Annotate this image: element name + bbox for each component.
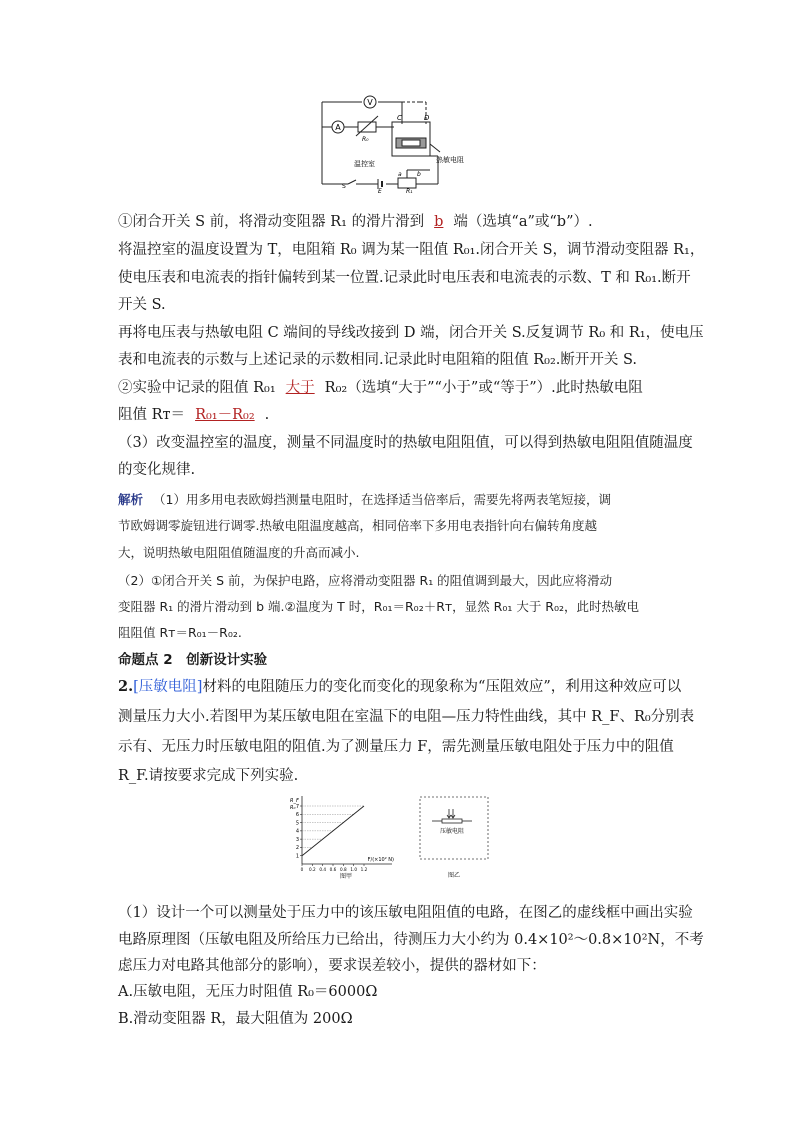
text-span: ②实验中记录的阻值 R₀₁: [118, 380, 276, 396]
y-tick-label: 1: [295, 853, 299, 860]
y-tick-label: 3: [295, 836, 299, 843]
x-tick-label: 1.2: [360, 867, 368, 872]
solution-line: （2）①闭合开关 S 前，为保护电路，应将滑动变阻器 R₁ 的阻值调到最大，因此应将滑动: [118, 573, 613, 588]
y-axis-label-top: R_F: [290, 798, 299, 804]
text-span: .: [264, 407, 270, 423]
voltmeter-label: V: [367, 98, 373, 107]
solution-line: 阻阻值 Rᴛ＝R₀₁－R₀₂.: [118, 625, 242, 640]
circuit-design-box: [418, 795, 490, 881]
y-tick-label: 4: [295, 828, 299, 835]
text-line: （3）改变温控室的温度，测量不同温度时的热敏电阻阻值，可以得到热敏电阻阻值随温度: [118, 435, 693, 451]
text-line: [118, 405, 678, 425]
text-line: 再将电压表与热敏电阻 C 端间的导线改接到 D 端，闭合开关 S.反复调节 R₀ 和 R₁，使电压: [118, 325, 704, 341]
solution-line: 变阻器 R₁ 的滑片滑动到 b 端.②温度为 T 时，R₀₁＝R₀₂＋Rᴛ，显然 R₀₁ 大于 R₀₂，此时热敏电: [118, 599, 640, 614]
x-tick-label: 0.2: [308, 867, 316, 872]
option-a: A.压敏电阻，无压力时阻值 R₀＝6000Ω: [118, 984, 378, 1000]
text-line: 使电压表和电流表的指针偏转到某一位置.记录此时电压表和电流表的示数、T 和 R₀₁.断开: [118, 270, 691, 286]
text-line: [118, 212, 678, 232]
question-line: [118, 677, 682, 697]
text-line: 表和电流表的示数与上述记录的示数相同.记录此时电阻箱的阻值 R₀₂.断开开关 S.: [118, 352, 638, 368]
chamber-label: 温控室: [354, 160, 375, 168]
text-line: 开关 S.: [118, 297, 166, 313]
option-b: B.滑动变阻器 R，最大阻值为 200Ω: [118, 1011, 353, 1027]
ammeter-label: A: [335, 123, 341, 132]
caption-b: 图乙: [447, 872, 461, 879]
terminal-c-label: C: [397, 114, 402, 122]
pressure-resistor-label: 压敏电阻: [439, 828, 465, 835]
y-tick-label: 7: [295, 803, 299, 810]
answer-blank: 大于: [285, 380, 315, 396]
text-line: 电路原理图（压敏电阻及所给压力已给出，待测压力大小约为 0.4×10²～0.8×10²N，不考: [118, 932, 704, 948]
solution-line: [118, 490, 678, 510]
y-tick-label: 5: [295, 820, 299, 827]
answer-blank: R₀₁－R₀₂: [195, 407, 255, 423]
text-span: 端（选填“a”或“b”）.: [453, 214, 593, 230]
x-tick-label: 0: [300, 867, 304, 872]
thermistor-label: 热敏电阻: [436, 156, 464, 164]
caption-a: 图甲: [339, 873, 353, 880]
x-tick-label: 0.4: [319, 867, 327, 872]
r1-label: R₁: [406, 188, 413, 194]
text-line: 虑压力对电路其他部分的影响），要求误差较小，提供的器材如下：: [118, 958, 546, 974]
text-span: ①闭合开关 S 前，将滑动变阻器 R₁ 的滑片滑到: [118, 214, 425, 230]
x-axis-label: F/(×10² N): [367, 857, 394, 863]
text-line: [118, 378, 678, 398]
text-line: （1）设计一个可以测量处于压力中的该压敏电阻阻值的电路，在图乙的虚线框中画出实验: [118, 905, 693, 921]
r0-label: R₀: [362, 136, 369, 143]
question-tag: [压敏电阻]: [133, 679, 203, 695]
y-axis-label-bottom: R₀: [290, 805, 296, 811]
answer-blank: b: [434, 214, 444, 230]
text-span: （1）用多用电表欧姆挡测量电阻时，在选择适当倍率后，需要先将两表笔短接，调: [153, 492, 611, 507]
series-line: [302, 806, 364, 856]
text-span: 阻值 Rᴛ＝: [118, 407, 186, 423]
circuit-diagram: [318, 94, 478, 194]
y-tick-label: 6: [295, 812, 299, 819]
question-line: 测量压力大小.若图甲为某压敏电阻在室温下的电阻—压力特性曲线，其中 R_F、R₀分别表: [118, 709, 695, 725]
question-line: 示有、无压力时压敏电阻的阻值.为了测量压力 F，需先测量压敏电阻处于压力中的阻值: [118, 739, 674, 755]
question-line: R_F.请按要求完成下列实验.: [118, 768, 299, 784]
y-tick-label: 2: [295, 845, 299, 852]
x-tick-label: 1.0: [350, 867, 358, 872]
solution-line: 大，说明热敏电阻阻值随温度的升高而减小.: [118, 545, 360, 560]
text-line: 的变化规律.: [118, 462, 196, 478]
x-tick-label: 0.8: [339, 867, 347, 872]
text-span: 材料的电阻随压力的变化而变化的现象称为“压阻效应”，利用这种效应可以: [202, 679, 682, 695]
solution-line: 节欧姆调零旋钮进行调零.热敏电阻温度越高，相同倍率下多用电表指针向右偏转角度越: [118, 518, 597, 533]
battery-label: E: [378, 188, 382, 194]
resistance-force-chart: [288, 790, 396, 882]
switch-label: S: [342, 183, 346, 190]
slider-b-label: b: [417, 171, 421, 178]
text-line: 将温控室的温度设置为 T，电阻箱 R₀ 调为某一阻值 R₀₁.闭合开关 S，调节滑动变阻器 R₁，: [118, 242, 705, 258]
x-tick-label: 0.6: [329, 867, 337, 872]
question-number: 2.: [118, 678, 134, 695]
slider-a-label: a: [398, 171, 402, 178]
text-span: R₀₂（选填“大于”“小于”或“等于”）.此时热敏电阻: [324, 380, 643, 396]
terminal-d-label: D: [424, 114, 430, 122]
solution-label: 解析: [118, 492, 144, 507]
section-heading: 命题点 2 创新设计实验: [118, 652, 268, 668]
